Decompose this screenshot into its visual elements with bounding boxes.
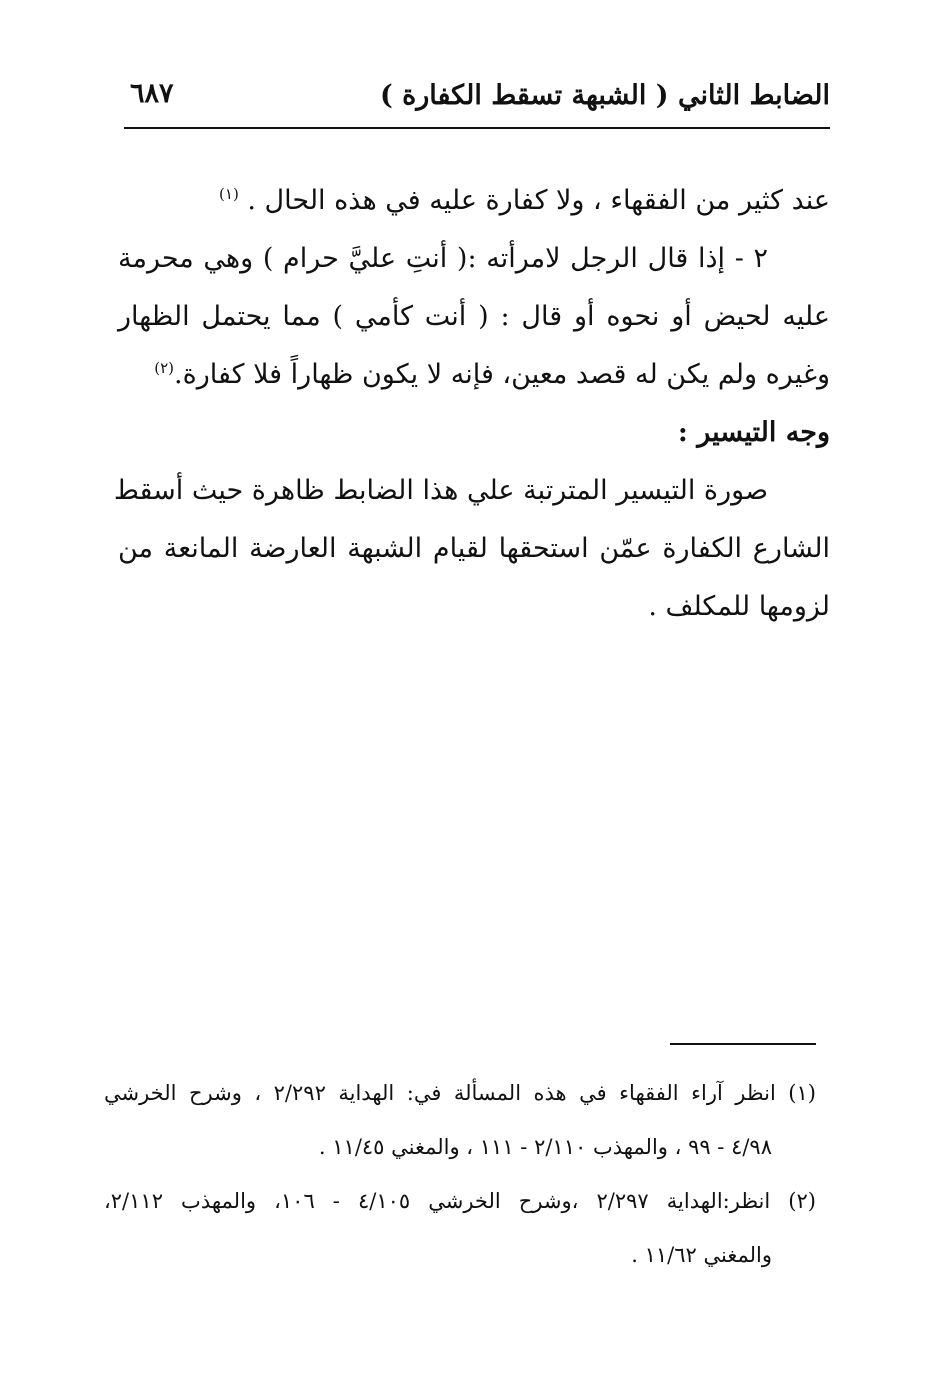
footnote-line: والمغني ١١/٦٢ . — [631, 1243, 772, 1267]
footnote-line: (١) انظر آراء الفقهاء في هذه المسألة في: الهداية ٢/٢٩٢ ، وشرح الخرشي — [104, 1081, 816, 1105]
section-heading: وجه التيسير : — [677, 417, 830, 448]
page-number: ٦٨٧ — [130, 78, 174, 109]
text-line-content: وغيره ولم يكن له قصد معين، فإنه لا يكون ظهاراً فلا كفارة. — [173, 359, 830, 390]
text-line-content: عند كثير من الفقهاء ، ولا كفارة عليه في هذه الحال . — [247, 185, 830, 216]
footnote-line: (٢) انظر:الهداية ٢/٢٩٧ ،وشرح الخرشي ٤/١٠٥ - ١٠٦، والمهذب ٢/١١٢، — [104, 1189, 816, 1213]
text-line: عليه لحيض أو نحوه أو قال : ( أنت كأمي ) مما يحتمل الظهار — [118, 301, 830, 332]
text-line — [118, 172, 830, 230]
footnotes — [104, 1066, 816, 1282]
text-line: الشارع الكفارة عمّن استحقها لقيام الشبهة العارضة المانعة من — [118, 533, 830, 564]
footnote-line: ٤/٩٨ - ٩٩ ، والمهذب ٢/١١٠ - ١١١ ، والمغني ١١/٤٥ . — [318, 1135, 772, 1159]
main-text — [113, 172, 830, 636]
running-header — [124, 78, 830, 126]
text-line: لزومها للمكلف . — [648, 591, 830, 622]
text-line: ٢ - إذا قال الرجل لامرأته :( أنتِ عليَّ حرام ) وهي محرمة — [118, 243, 768, 274]
footnote-ref-1: (١) — [219, 185, 239, 203]
text-line — [118, 346, 830, 404]
running-header-title: الضابط الثاني ( الشبهة تسقط الكفارة ) — [379, 80, 830, 111]
footnote-ref-2: (٢) — [154, 359, 174, 377]
footnote-separator — [670, 1043, 816, 1045]
header-rule — [124, 127, 830, 129]
text-line: صورة التيسير المترتبة علي هذا الضابط ظاهرة حيث أسقط — [113, 475, 768, 506]
